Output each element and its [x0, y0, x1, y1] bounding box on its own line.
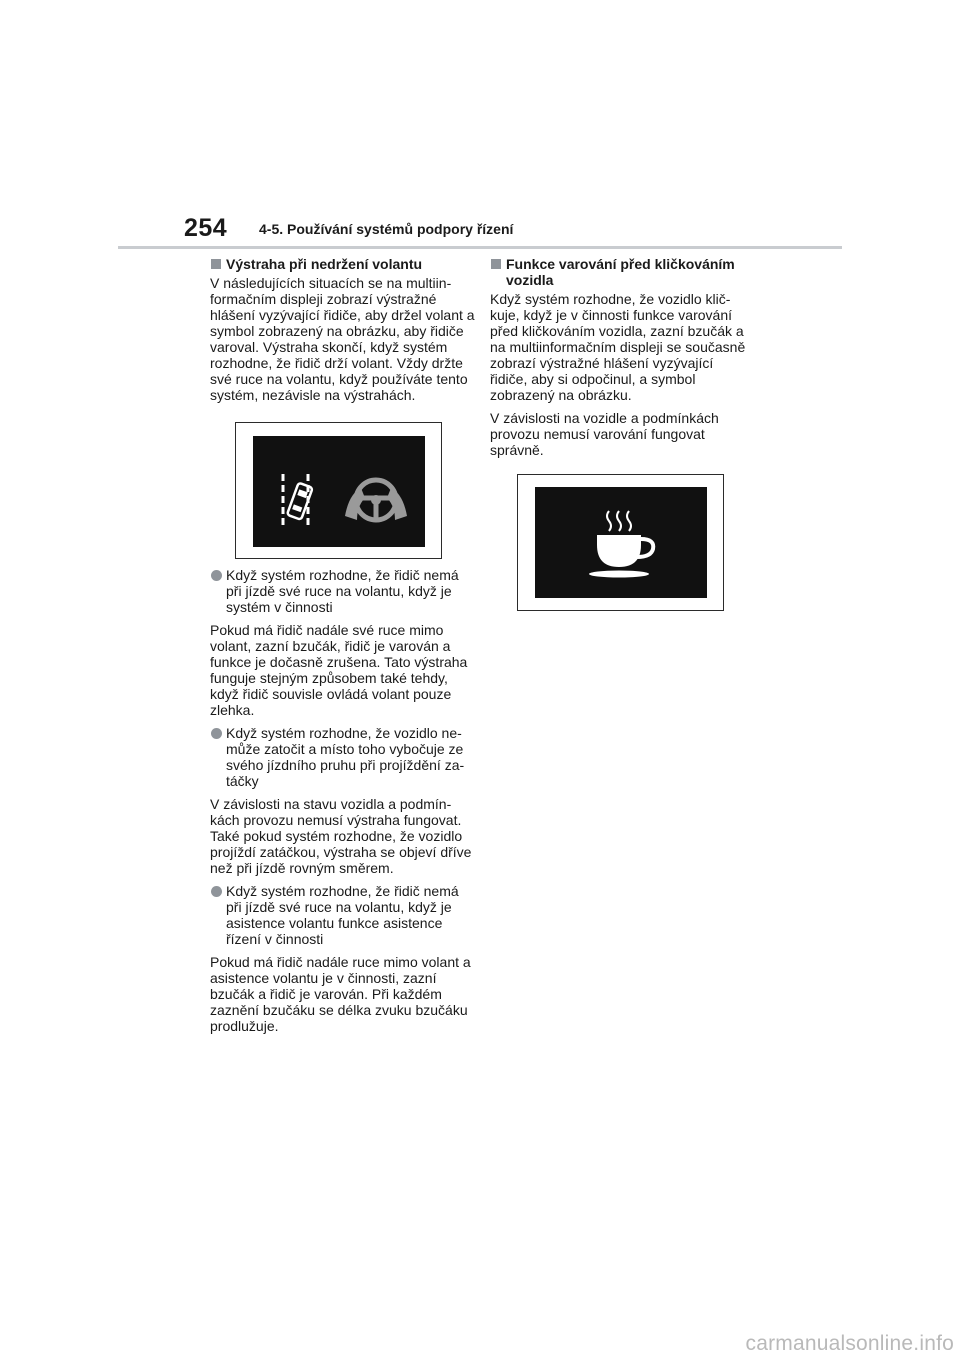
bullet-item: [210, 567, 476, 615]
figure-sway-warning: [517, 474, 724, 611]
bullet-text: Když systém rozhodne, že vozidlo nemůže zatočit a místo toho vybočuje ze svého jízdního pruhu při projíždění zatáčky: [226, 725, 465, 789]
left-column: [210, 256, 476, 1041]
circle-bullet-icon: [211, 728, 222, 739]
square-bullet-icon: [491, 259, 501, 269]
bullet-item: [210, 725, 476, 789]
heading-sway-warning: [490, 256, 750, 288]
paragraph: V závislosti na vozidle a podmínkách provozu nemusí varování fungovat správně.: [490, 410, 719, 458]
page-header: [118, 212, 842, 249]
circle-bullet-icon: [211, 570, 222, 581]
circle-bullet-icon: [211, 886, 222, 897]
lane-departure-icon: [283, 474, 313, 528]
paragraph: V závislosti na stavu vozidla a podmínkách provozu nemusí výstraha fungovat. Také pokud systém rozhodne, že vozidlo projíždí zatáčkou, výstraha se objeví dříve než při jízdě rovným směrem.: [210, 796, 472, 876]
section-title: 4-5. Používání systémů podpory řízení: [259, 221, 514, 237]
heading-text: Funkce varování před kličkováním vozidla: [506, 256, 735, 288]
hands-on-steering-wheel-icon: [345, 480, 407, 520]
watermark: carmanualsonline.info: [745, 1332, 954, 1355]
heading-steering-warning: [210, 256, 476, 272]
paragraph: Pokud má řidič nadále ruce mimo volant a asistence volantu je v činnosti, zazní bzučák a řidič je varován. Při každém zaznění bzučáku se délka zvuku bzučáku prodlužuje.: [210, 954, 471, 1034]
heading-text: Výstraha při nedržení volantu: [226, 256, 423, 272]
bullet-item: [210, 883, 476, 947]
bullet-text: Když systém rozhodne, že řidič nemá při jízdě své ruce na volantu, když je systém v činnosti: [226, 567, 459, 615]
paragraph: Pokud má řidič nadále své ruce mimo volant, zazní bzučák, řidič je varován a funkce je dočasně zrušena. Tato výstraha funguje stejným způsobem také tehdy, když řidič souvisle ovládá volant pouze zlehka.: [210, 622, 468, 718]
intro-paragraph: V následujících situacích se na multiinformačním displeji zobrazí výstražné hlášení vyzývající řidiče, aby držel volant a symbol zobrazený na obrázku, aby řidiče varoval. Výstraha skončí, když systém rozhodne, že řidič drží volant. Vždy držte své ruce na volantu, když používáte tento systém, nezávisle na výstrahách.: [210, 275, 475, 403]
figure-steering-warning: [235, 422, 442, 559]
coffee-cup-icon: [589, 511, 653, 578]
paragraph: Když systém rozhodne, že vozidlo kličkuje, když je v činnosti funkce varování před kličkováním vozidla, zazní bzučák a na multiinformačním displeji se současně zobrazí výstražné hlášení vyzývající řidiče, aby si odpočinul, a symbol zobrazený na obrázku.: [490, 291, 746, 403]
right-column: [490, 256, 750, 611]
page-number: 254: [184, 214, 228, 242]
display-screen: [253, 436, 425, 547]
bullet-text: Když systém rozhodne, že řidič nemá při jízdě své ruce na volantu, když je asistence volantu funkce asistence řízení v činnosti: [226, 883, 459, 947]
square-bullet-icon: [211, 259, 221, 269]
display-screen: [535, 487, 707, 598]
